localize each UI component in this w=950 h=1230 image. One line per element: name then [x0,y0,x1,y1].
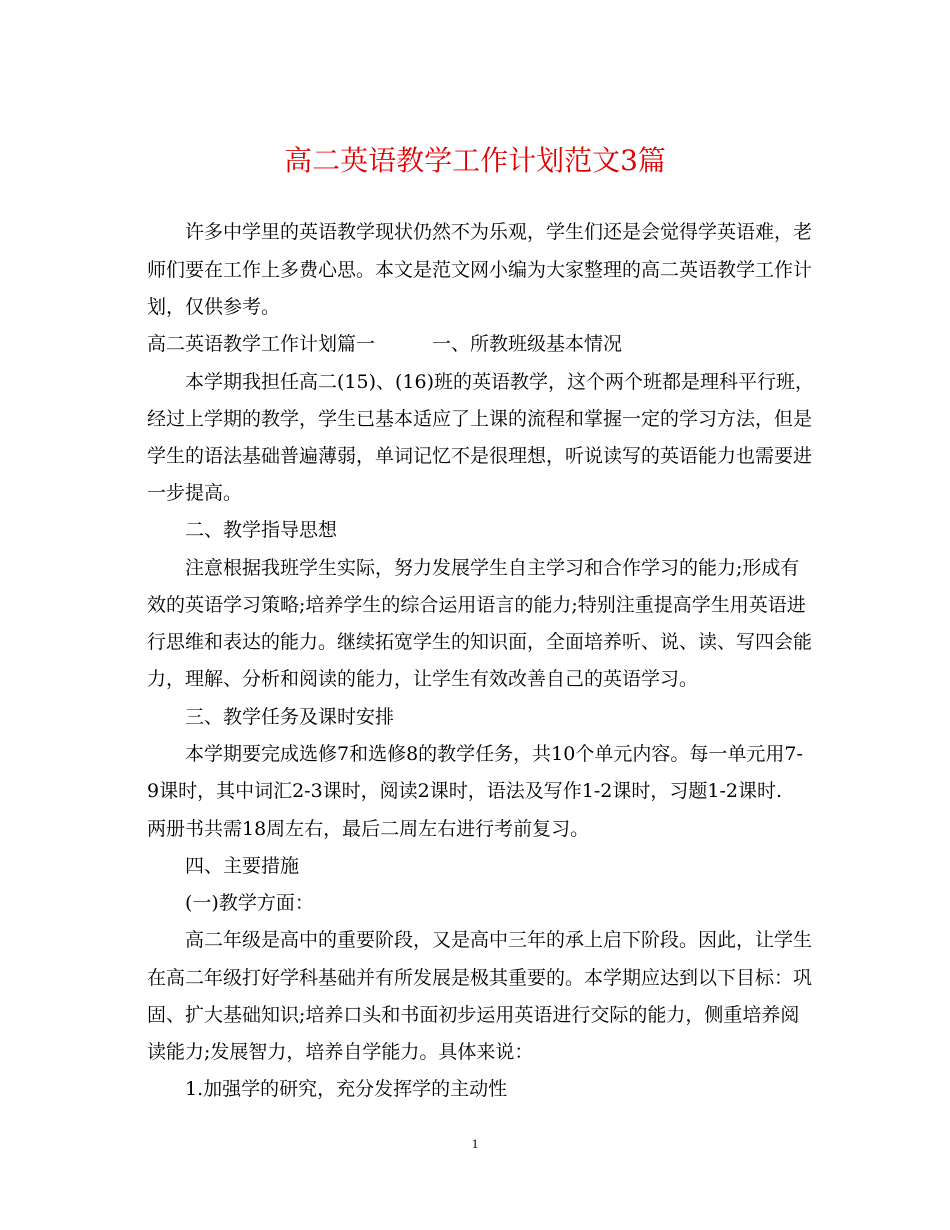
list-item: 1.加强学的研究，充分发挥学的主动性 [185,1078,508,1100]
paragraph-line: 效的英语学习策略;培养学生的综合运用语言的能力;特别注重提高学生用英语进 [147,594,806,616]
section-heading: 四、主要措施 [185,855,300,877]
subsection-heading: (一)教学方面： [185,892,314,914]
paragraph-line: 划，仅供参考。 [147,296,281,318]
section-heading: 三、教学任务及课时安排 [185,706,395,728]
paragraph-line: 师们要在工作上多费心思。本文是范文网小编为大家整理的高二英语教学工作计 [147,259,813,281]
paragraph-line: 高二年级是高中的重要阶段，又是高中三年的承上启下阶段。因此，让学生 [185,929,813,951]
paragraph-line: 本学期要完成选修7和选修8的教学任务，共10个单元内容。每一单元用7- [185,743,803,765]
paragraph-line: 经过上学期的教学，学生已基本适应了上课的流程和掌握一定的学习方法，但是 [147,408,813,430]
paragraph-line: 两册书共需18周左右，最后二周左右进行考前复习。 [147,818,590,840]
page-number: 1 [471,1136,479,1151]
paragraph-line: 本学期我担任高二(15)、(16)班的英语教学，这个两个班都是理科平行班， [185,371,815,393]
paragraph-line: 行思维和表达的能力。继续拓宽学生的知识面，全面培养听、说、读、写四会能 [147,631,813,653]
paragraph-line: 一步提高。 [147,482,243,504]
paragraph-line: 9课时，其中词汇2-3课时，阅读2课时，语法及写作1-2课时，习题1-2课时. [147,780,783,802]
paragraph-line: 学生的语法基础普遍薄弱，单词记忆不是很理想，听说读写的英语能力也需要进 [147,445,813,467]
paragraph-line: 读能力;发展智力，培养自学能力。具体来说： [147,1041,534,1063]
section-heading: 二、教学指导思想 [185,519,338,541]
section-heading-line: 高二英语教学工作计划篇一 一、所教班级基本情况 [147,333,623,355]
paragraph-line: 许多中学里的英语教学现状仍然不为乐观，学生们还是会觉得学英语难，老 [185,221,813,243]
paragraph-line: 注意根据我班学生实际，努力发展学生自主学习和合作学习的能力;形成有 [185,557,800,579]
document-title: 高二英语教学工作计划范文3篇 [284,144,666,177]
paragraph-line: 固、扩大基础知识;培养口头和书面初步运用英语进行交际的能力，侧重培养阅 [147,1004,800,1026]
paragraph-line: 力，理解、分析和阅读的能力，让学生有效改善自己的英语学习。 [147,668,699,690]
paragraph-line: 在高二年级打好学科基础并有所发展是极其重要的。本学期应达到以下目标：巩 [147,967,813,989]
